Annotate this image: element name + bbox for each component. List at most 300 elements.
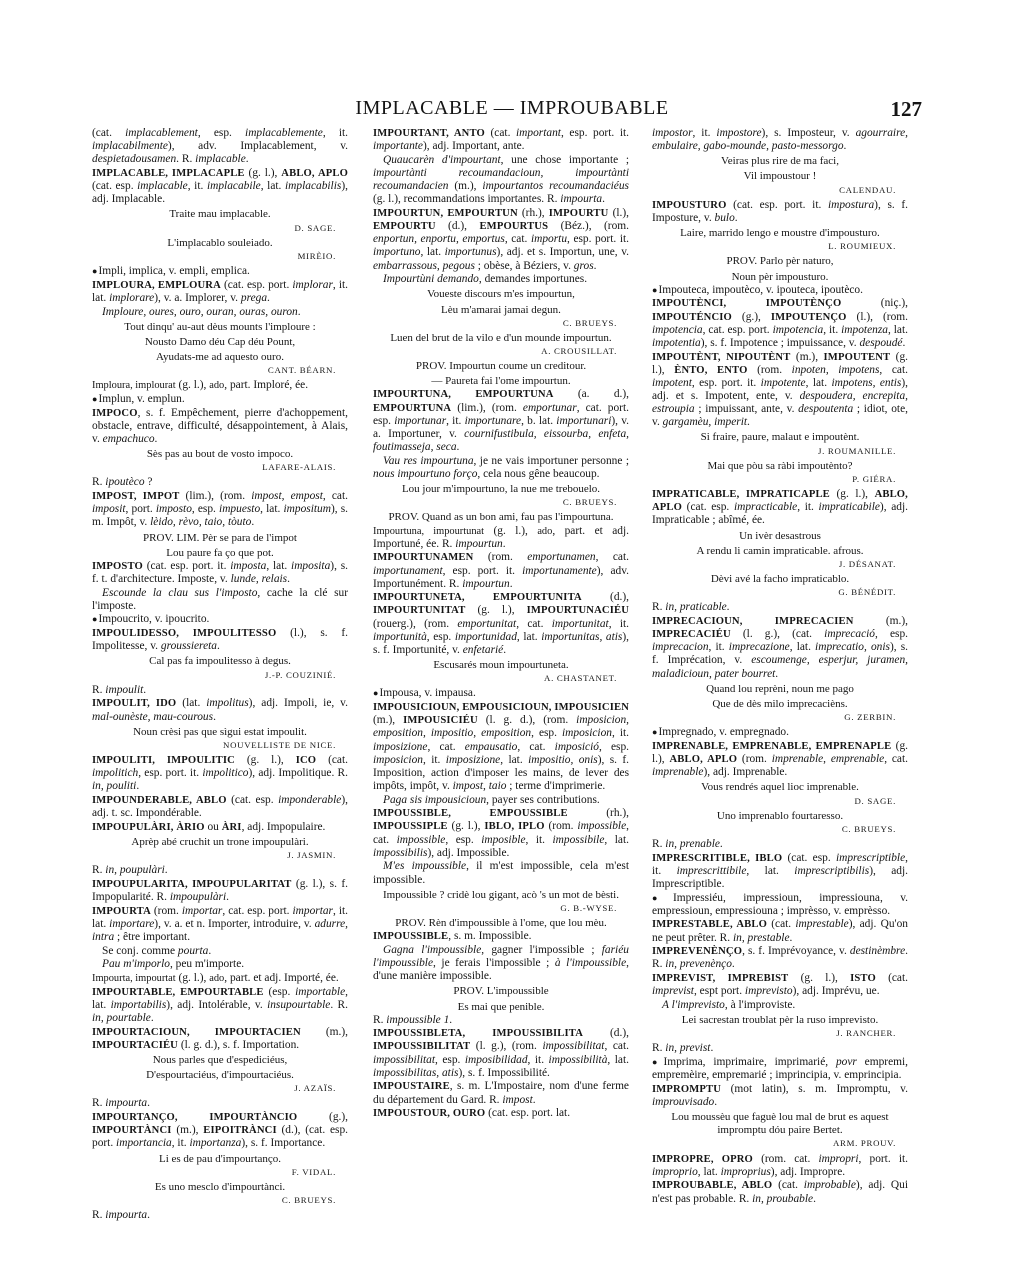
entry-headword: IMPOUSSIPLE	[373, 821, 448, 833]
entry-headword: ABLO, APLO	[669, 754, 738, 766]
italic-text: Quaucarèn d'impourtant	[383, 153, 501, 166]
italic-text: emportunamen	[527, 551, 596, 564]
entry-text: ; obèse, à Béziers, v.	[474, 259, 574, 272]
dictionary-entry	[652, 284, 908, 297]
quotation-line: Escusarés moun impourtuneta.	[433, 659, 569, 672]
entry-text: .	[775, 667, 779, 680]
quotation-line: Nous parles que d'espediciéus,	[152, 1053, 288, 1066]
dictionary-entry	[652, 297, 908, 350]
entry-text: (rom. cat.	[752, 1152, 819, 1165]
entry-headword: IMPOURTANT, ANTO	[373, 128, 485, 139]
entry-text: ), adj. Imprenable.	[703, 766, 788, 779]
dictionary-entry	[652, 1083, 908, 1109]
italic-text: implacable	[137, 180, 188, 193]
entry-text: , cat.	[604, 1040, 629, 1053]
italic-text: imprescriptible	[835, 851, 906, 864]
italic-text: impotencia	[652, 323, 703, 336]
italic-text: destinèmbre	[849, 945, 906, 958]
entry-text: (g.),	[297, 1111, 348, 1124]
entry-text: (g. l.),	[484, 524, 538, 537]
entry-text: ), adj. Imprescriptible.	[652, 864, 908, 890]
italic-text: ipoutèco	[105, 476, 145, 489]
entry-text: , cat. port. esp.	[373, 401, 629, 427]
quotation-source: G. B.-WYSE.	[560, 902, 617, 913]
participle-form: ado	[209, 380, 225, 392]
quotation-line: Lou moussèu que faguè lou mal de brut es aquest impromptu dóu paire Bertet.	[671, 1111, 889, 1137]
italic-text: imposicion, emposition, impositio, emposition	[373, 714, 629, 740]
italic-text: impourta	[105, 1097, 148, 1110]
italic-text: implacable	[195, 153, 246, 166]
entry-text: , lat.	[789, 641, 816, 654]
entry-text: .	[602, 193, 605, 206]
dictionary-entry	[652, 1042, 908, 1055]
entry-text: , esp.	[191, 503, 220, 516]
entry-text: .	[902, 336, 906, 349]
italic-text: imposibilidad	[464, 1053, 528, 1066]
italic-text: emportunitat	[457, 617, 517, 630]
entry-text: , it. lat.	[92, 904, 349, 930]
dictionary-entry	[652, 945, 908, 971]
cross-reference-bullet: ●	[652, 284, 658, 295]
dictionary-entry	[652, 199, 908, 225]
quotation-source: J. DÉSANAT.	[838, 558, 896, 569]
quotation-source: J.-P. COUZINIÉ.	[264, 669, 336, 680]
quotation-line: Lei sacrestan troublat pèr la ruso imprevisto.	[681, 1014, 879, 1026]
italic-text: imposizione	[445, 753, 501, 766]
italic-text: escoumenge, esperjur, juramen, maladicioun, pater bourret	[652, 654, 908, 680]
italic-text: importunar	[394, 414, 447, 427]
italic-text: impourtantos recoumandaciéus	[482, 180, 629, 193]
entry-text: , cat.	[879, 363, 908, 376]
italic-text: imposicion	[561, 727, 612, 740]
entry-text: , cat.	[516, 617, 552, 630]
quotation-source: J. RANCHER.	[836, 1028, 896, 1039]
italic-text: implacablement	[125, 127, 198, 139]
italic-text: adurre, intra	[92, 917, 348, 944]
dictionary-entry	[373, 860, 629, 886]
entry-headword: IMPOUPULARITA, IMPOUPULARITAT	[92, 878, 292, 890]
entry-text: , it.	[652, 851, 908, 877]
entry-text: .	[213, 710, 216, 723]
entry-text: , lat.	[266, 559, 292, 572]
entry-text: , lat.	[604, 833, 629, 846]
italic-text: imposizione	[373, 740, 428, 753]
entry-text: , je ferais l'impossible ;	[433, 957, 555, 970]
italic-text: impostor	[652, 127, 693, 139]
dictionary-entry	[652, 892, 908, 918]
entry-headword: IMPOUTÈNT, NIPOUTÈNT	[652, 351, 791, 363]
italic-text: lunde, relais	[230, 573, 288, 585]
quotation-line: Traite mau implacable.	[169, 208, 271, 221]
dictionary-entry	[92, 684, 348, 697]
dictionary-entry	[92, 864, 348, 877]
entry-text: .	[532, 1093, 536, 1106]
entry-text: ), s. Imposteur, v.	[761, 127, 856, 139]
italic-text: implacabile	[206, 180, 261, 193]
entry-text: .	[216, 640, 220, 653]
italic-text: impraticabile	[818, 501, 880, 514]
entry-text: , it.	[322, 127, 349, 139]
quotation-source: J. JASMIN.	[287, 850, 336, 861]
entry-text: , cat.	[504, 233, 531, 246]
italic-text: emportunar	[522, 401, 577, 414]
entry-text: .	[287, 573, 290, 585]
dictionary-entry	[92, 279, 348, 305]
entry-headword: IMPLACABLE, IMPLACAPLE	[92, 167, 245, 179]
quotation-line: Nousto Damo déu Cap déu Pount,	[144, 335, 296, 348]
italic-text: impuesto	[219, 503, 261, 516]
entry-text: ), adv. Implacablement, v.	[167, 140, 348, 153]
dictionary-entry	[92, 958, 348, 971]
quotation-line: Lou jour m'impourtuno, la nue me trebouelo.	[401, 483, 601, 496]
cross-reference-bullet: ●	[652, 727, 658, 738]
dictionary-entry	[92, 697, 348, 723]
entry-headword: IMPOURTÀNCI	[92, 1125, 172, 1137]
italic-text: nous impourtuno forço	[373, 467, 478, 480]
entry-text: , cat.	[373, 820, 629, 846]
entry-text: , peu m'importe.	[169, 958, 245, 971]
italic-text: importanza	[189, 1137, 242, 1150]
entry-text: (g. l.),	[234, 754, 296, 767]
italic-text: pourta	[177, 944, 209, 957]
italic-text: importabilis	[110, 998, 167, 1011]
dictionary-entry	[92, 754, 348, 793]
italic-text: enportun, enportu, emportus	[373, 233, 505, 246]
entry-text: , esp. port. it.	[442, 564, 523, 577]
entry-headword: IMPOUTÉNCIO	[652, 311, 732, 323]
italic-text: implorar	[292, 278, 333, 291]
italic-text: in, previst	[665, 1042, 711, 1055]
entry-text: , esp.	[426, 630, 455, 643]
entry-text: , b. lat.	[521, 414, 557, 427]
italic-text: prega	[240, 291, 268, 304]
italic-text: imprescrittibile	[676, 864, 747, 877]
quotation-source: D. SAGE.	[294, 222, 336, 233]
dictionary-entry	[92, 821, 348, 834]
quotation-line: A rendu li camin impraticable. afrous.	[696, 544, 864, 557]
entry-text: ), adj. Qui n'est pas probable. R.	[652, 1179, 908, 1205]
entry-text: .	[164, 864, 168, 877]
page-number: 127	[890, 97, 922, 121]
entry-text: ), s. f. Importunité, v.	[373, 630, 630, 656]
entry-headword: IMPROMPTU	[652, 1083, 722, 1095]
italic-text: imposita	[291, 559, 331, 572]
entry-text: (l.), (rom.	[846, 310, 908, 323]
entry-text: , esp. port. it.	[560, 127, 629, 139]
entry-text: , demandes importunes.	[478, 273, 588, 286]
italic-text: impost, taio	[452, 780, 507, 792]
italic-text: importunari	[556, 414, 612, 427]
entry-text: .	[154, 432, 158, 445]
italic-text: imposta	[230, 559, 267, 572]
dictionary-entry	[373, 127, 629, 153]
entry-text: (g. l.),	[175, 379, 210, 392]
italic-text: imprestable	[795, 918, 849, 931]
entry-text: (cat. esp.	[782, 851, 836, 864]
cross-reference-bullet: ●	[373, 688, 379, 699]
dictionary-entry	[652, 127, 908, 153]
italic-text: importunitas, atis	[541, 630, 623, 643]
entry-text: ; impuissant, ante, v.	[694, 403, 799, 416]
entry-text: ), adj. Impoli, ie, v.	[248, 697, 348, 710]
dictionary-entry	[373, 388, 629, 454]
entry-text: R.	[652, 1042, 666, 1055]
entry-text: , cat.	[427, 740, 465, 753]
quotation-source: G. BÉNÉDIT.	[838, 587, 896, 598]
entry-text: ; idiot, ote, v.	[652, 403, 908, 429]
entry-text: (esp.	[263, 985, 296, 998]
italic-text: despietadousamen	[92, 153, 177, 166]
italic-text: impositio, onis	[528, 753, 598, 766]
entry-text: (l. g.), (cat.	[730, 628, 825, 641]
entry-text: (m.),	[171, 1124, 204, 1137]
entry-text: (d.),	[435, 220, 480, 233]
dictionary-entry	[652, 488, 908, 527]
entry-text: , it.	[525, 833, 553, 846]
entry-text: (mot latin), s. m. Impromptu, v.	[721, 1082, 908, 1095]
entry-text: Impousa, v. impausa.	[379, 687, 476, 700]
entry-text: (l.), s. f. Impolitesse, v.	[92, 627, 349, 653]
italic-text: imprecazione	[728, 641, 790, 654]
entry-text: .	[226, 891, 230, 904]
quotation-line: Quand lou reprèni, noun me pago	[706, 682, 854, 695]
cross-reference-bullet: ●	[92, 266, 98, 277]
entry-text: ), adj. Impropre.	[770, 1165, 846, 1178]
entry-text: .	[726, 601, 730, 614]
entry-text: , port.	[125, 503, 156, 516]
entry-headword: IMPOCO	[92, 407, 138, 419]
italic-text: implacablemente	[245, 127, 323, 139]
italic-text: impostura	[827, 198, 875, 211]
entry-text: , gagner l'impossible ;	[481, 943, 602, 956]
italic-text: importunament	[373, 564, 443, 577]
quotation-line: Vil impoustour !	[743, 170, 817, 183]
cross-reference-bullet: ●	[652, 892, 673, 903]
entry-text: , lat.	[607, 1053, 629, 1066]
entry-text: ), adv. Importunément. R.	[373, 564, 629, 590]
italic-text: embarrassous, pegous	[373, 259, 475, 272]
entry-text: .	[747, 416, 750, 429]
quotation-line: Impoussible ? cridè lou gigant, acò 's un mot de bèsti.	[383, 888, 619, 901]
entry-text: ), v. a. et n. Importer, introduire, v.	[154, 917, 315, 930]
italic-text: impourta	[105, 1209, 148, 1222]
dictionary-entry	[373, 807, 629, 860]
entry-headword: IMPOURTANÇO, IMPOURTÀNCIO	[92, 1112, 298, 1124]
dictionary-entry	[373, 154, 629, 207]
entry-text: ), v. a. Importuner, v.	[373, 414, 629, 440]
italic-text: groussiereta	[160, 640, 217, 653]
entry-text: (rh.),	[567, 807, 630, 820]
entry-headword: IMPOUSSIBILITAT	[373, 1041, 471, 1053]
entry-headword: IMPRATICABLE, IMPRATICAPLE	[652, 489, 830, 501]
dictionary-entry	[373, 930, 629, 943]
italic-text: M'es impoussible	[383, 860, 467, 873]
dictionary-entry	[373, 207, 629, 273]
entry-text: , esp.	[435, 1053, 465, 1066]
dictionary-entry	[92, 306, 348, 319]
entry-text: ), adj. et s. Importun, une, v.	[496, 246, 629, 259]
italic-text: importu	[530, 233, 568, 246]
entry-text: (cat.	[875, 972, 908, 985]
quotation-line: Aprèp abé cruchit un trone impoupulàri.	[131, 835, 309, 848]
entry-text: (d.),	[583, 1027, 629, 1040]
entry-headword: IMPOURTACIÉU	[92, 1039, 178, 1051]
entry-text: (rom.	[747, 363, 792, 376]
entry-text: , lat.	[260, 180, 285, 193]
italic-text: imprecació	[824, 628, 875, 641]
entry-text: ), s. f. Impossibilité.	[458, 1066, 550, 1079]
entry-text: , lat.	[420, 246, 445, 259]
italic-text: important	[516, 127, 561, 139]
italic-text: A l'imprevisto	[662, 998, 725, 1011]
quotation-line: Es mai que penible.	[457, 1000, 545, 1013]
entry-text: ), adj. t. sc. Impondérable.	[92, 794, 348, 820]
entry-text: (cat. esp. port. it.	[726, 198, 828, 211]
entry-headword: IMPOUSSIBLETA, IMPOUSSIBILITA	[373, 1028, 584, 1040]
participle-form: Impourtuna, impourtunat	[373, 525, 485, 537]
entry-headword: IMPOURTUN, EMPOURTUN	[373, 207, 518, 219]
italic-text: in, pourtable	[92, 1012, 151, 1024]
entry-text: (g. l.),	[175, 972, 210, 985]
entry-text: (l. g. d.), s. f. Importation.	[177, 1038, 300, 1051]
italic-text: impositum	[283, 503, 331, 516]
entry-text: R.	[92, 683, 106, 696]
entry-text: (g. l.),	[465, 604, 527, 617]
entry-headword: IMPREVIST, IMPREBIST	[652, 973, 789, 985]
quotation-line: — Paureta fai l'ome impourtun.	[431, 375, 571, 388]
italic-text: Impourtùni demando	[383, 273, 479, 286]
entry-text: , cat. esp. port.	[222, 904, 293, 917]
entry-text: , d'une manière impossible.	[373, 957, 629, 983]
italic-text: impossible	[396, 833, 446, 846]
dictionary-entry	[92, 1026, 348, 1052]
italic-text: importunamente	[522, 564, 597, 577]
entry-text: (m.),	[300, 1025, 348, 1038]
entry-headword: IMPOURTU	[548, 207, 609, 219]
dictionary-entry	[652, 615, 908, 681]
entry-text: (g.),	[731, 310, 771, 323]
italic-text: impourtun	[462, 577, 510, 590]
quotation-line: PROV. Parlo pèr naturo,	[726, 255, 834, 268]
entry-text: .	[147, 1097, 150, 1110]
italic-text: Paga sis impousicioun	[383, 793, 487, 806]
entry-text: , lat.	[500, 753, 529, 766]
entry-headword: IMPOUSICIOUN, EMPOUSICIOUN, IMPOUSICIEN	[373, 702, 629, 714]
italic-text: impossibilitat	[542, 1040, 605, 1053]
entry-headword: IMPOUTÈNCI, IMPOUTÈNÇO	[652, 298, 842, 310]
italic-text: imprevist	[652, 985, 694, 998]
entry-text: .	[449, 1013, 453, 1026]
entry-headword: IMPOUSSIBLE	[373, 931, 449, 943]
entry-text: (cat.	[92, 127, 126, 139]
entry-text: , une chose importante ;	[500, 153, 629, 166]
quotation-source: C. BRUEYS.	[562, 497, 617, 508]
entry-text: (cat. esp. port. it.	[142, 559, 231, 572]
entry-text: , cela nous gêne beaucoup.	[477, 467, 600, 480]
italic-text: importunidad	[454, 630, 517, 643]
entry-text: (g. l.),	[447, 820, 485, 833]
entry-text: (l. g. d.), (rom.	[477, 714, 577, 727]
quotation-line: Dèvi avé la facho impraticablo.	[710, 573, 850, 585]
italic-text: in, poupulàri	[105, 864, 165, 877]
entry-text: ; être important.	[114, 931, 191, 944]
dictionary-entry	[92, 476, 348, 489]
italic-text: Vau res impourtuna	[383, 454, 474, 467]
quotation-source: C. BRUEYS.	[562, 317, 617, 328]
dictionary-entry	[652, 601, 908, 614]
entry-headword: IMPOULIT, IDO	[92, 698, 177, 710]
entry-text: ), s. f. t. d'architecture. Imposte, v.	[92, 559, 349, 585]
entry-text: .	[719, 837, 723, 850]
entry-text: Impouteca, impoutèco, v. ipouteca, ipoutèco.	[658, 283, 863, 296]
entry-text: Impoucrito, v. ipoucrito.	[98, 613, 210, 626]
entry-text: , lat.	[516, 630, 542, 643]
dictionary-entry	[92, 794, 348, 820]
entry-headword: IMPOULIDESSO, IMPOULITESSO	[92, 628, 277, 640]
entry-text: , it.	[708, 641, 729, 654]
entry-headword: IMPOURTA	[92, 905, 151, 917]
participle-form: ado	[537, 525, 553, 537]
quotation-line: Sès pas au bout de vosto impoco.	[146, 448, 294, 461]
entry-headword: IMPOSTO	[92, 560, 143, 572]
entry-headword: IMPRECACIÉU	[652, 629, 731, 641]
entry-text: , esp.	[197, 127, 246, 139]
quotation-line: Luen del brut de la vilo e d'un mounde impourtun.	[390, 331, 612, 344]
entry-text: .	[734, 211, 738, 224]
entry-text: (rom.	[544, 820, 578, 833]
entry-headword: IMPOUSTURO	[652, 199, 727, 211]
entry-text: (Béz.), (rom.	[548, 220, 629, 233]
entry-text: .	[789, 931, 793, 944]
italic-text: importunus	[444, 246, 497, 259]
entry-text: , il m'est impossible, cela m'est impossible.	[373, 860, 629, 886]
dictionary-entry	[92, 560, 348, 586]
entry-text: (rom.	[737, 753, 772, 766]
entry-text: (g. l.),	[829, 488, 875, 501]
dictionary-entry	[652, 972, 908, 998]
entry-text: (rom.	[150, 904, 182, 917]
entry-text: (cat. esp. port.	[220, 278, 293, 291]
dictionary-entry	[373, 273, 629, 286]
entry-headword: EMPOURTUS	[479, 221, 549, 233]
entry-text: (cat.	[767, 918, 796, 931]
entry-text: , esp. port. it.	[138, 767, 203, 780]
entry-text: ), adj. Implacable.	[92, 180, 348, 206]
entry-text: , cat.	[884, 753, 908, 766]
entry-headword: IMPOURTUNA, EMPOURTUNA	[373, 389, 554, 401]
entry-headword: IBLO, IPLO	[484, 821, 545, 833]
dictionary-entry	[373, 1080, 629, 1106]
entry-text: .	[251, 516, 255, 529]
italic-text: impolitico	[202, 767, 249, 780]
entry-text: (l. g.), (rom.	[470, 1040, 543, 1053]
entry-text: Imprima, imprimaire, imprimarié,	[663, 1055, 836, 1068]
entry-text: .	[593, 259, 597, 272]
italic-text: imprenable	[771, 753, 824, 766]
italic-text: cournifustibula, eissourba, enfeta, foutimasseja, seca	[373, 427, 630, 454]
entry-headword: ÀRI	[221, 821, 242, 833]
entry-text: ), adj. Important, ante.	[423, 140, 525, 153]
entry-text: , esp.	[445, 833, 482, 846]
entry-text: .	[297, 305, 301, 318]
dictionary-entry	[652, 1153, 908, 1179]
italic-text: impossible	[577, 820, 627, 833]
entry-headword: IMPOURTUNAMEN	[373, 552, 474, 564]
italic-text: enfetarié	[462, 643, 504, 656]
italic-text: improprio	[652, 1165, 698, 1178]
dictionary-entry	[652, 999, 908, 1012]
entry-text: ), s. m. Impôt, v.	[92, 503, 348, 529]
